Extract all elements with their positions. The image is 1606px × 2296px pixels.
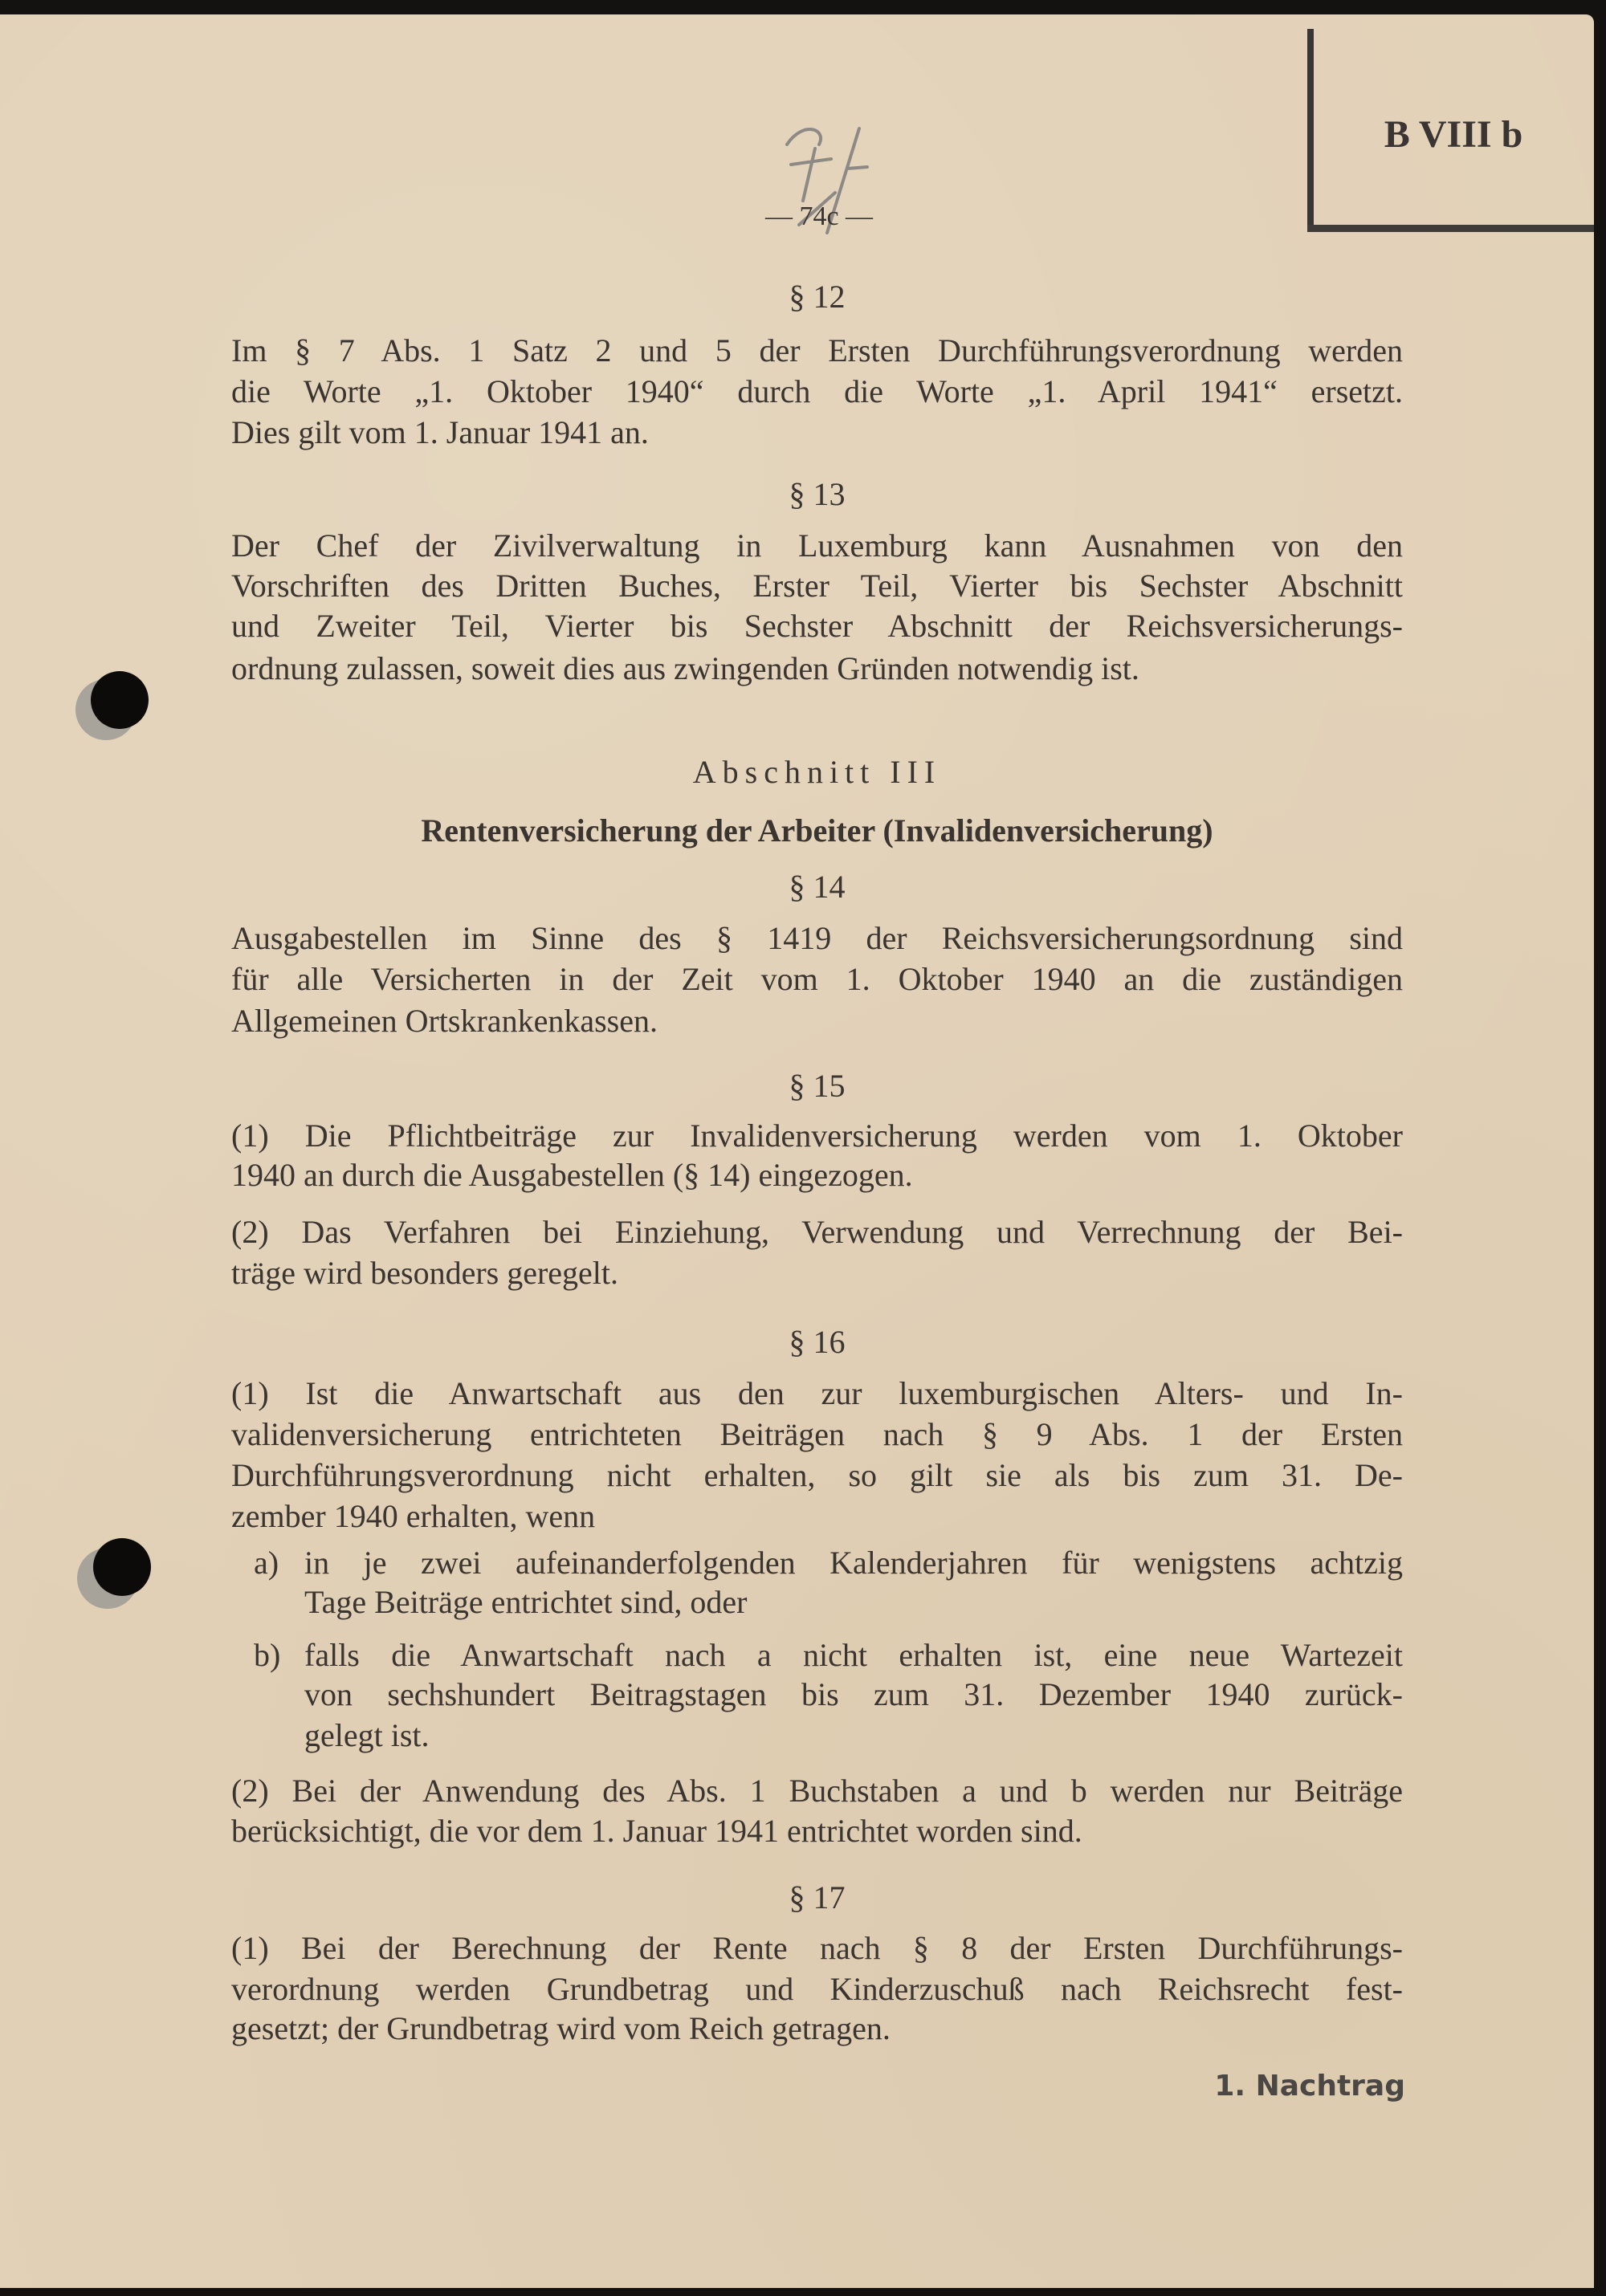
- text-line: (2) Bei der Anwendung des Abs. 1 Buchstaben a und b werden nur Beiträge: [231, 1773, 1403, 1809]
- section-17-title: § 17: [789, 1879, 846, 1915]
- text-line: zember 1940 erhalten, wenn: [231, 1498, 596, 1534]
- punch-hole-top: [91, 671, 149, 729]
- text-line: Im § 7 Abs. 1 Satz 2 und 5 der Ersten Durchführungsverordnung werden: [231, 332, 1403, 368]
- text-line: Vorschriften des Dritten Buches, Erster Teil, Vierter bis Sechster Abschnitt: [231, 568, 1403, 604]
- text-line: die Worte „1. Oktober 1940“ durch die Worte „1. April 1941“ ersetzt.: [231, 373, 1403, 409]
- register-box-vertical-rule: [1307, 29, 1314, 230]
- list-item-a-line: in je zwei aufeinanderfolgenden Kalenderjahren für wenigstens achtzig: [304, 1545, 1403, 1581]
- text-line: 1940 an durch die Ausgabestellen (§ 14) eingezogen.: [231, 1157, 913, 1193]
- text-line: verordnung werden Grundbetrag und Kinderzuschuß nach Reichsrecht fest-: [231, 1971, 1403, 2007]
- page-number: — 74c —: [764, 202, 874, 231]
- chapter-heading: Rentenversicherung der Arbeiter (Invalidenversicherung): [421, 812, 1213, 849]
- text-line: für alle Versicherten in der Zeit vom 1. Oktober 1940 an die zuständigen: [231, 961, 1403, 997]
- chapter-label: Abschnitt III: [692, 754, 942, 790]
- text-line: Der Chef der Zivilverwaltung in Luxemburg kann Ausnahmen von den: [231, 527, 1403, 564]
- text-line: Dies gilt vom 1. Januar 1941 an.: [231, 414, 649, 450]
- text-line: (1) Ist die Anwartschaft aus den zur luxemburgischen Alters- und In-: [231, 1375, 1403, 1411]
- list-label-b: b): [254, 1637, 281, 1673]
- list-item-b-line: von sechshundert Beitragstagen bis zum 31. Dezember 1940 zurück-: [304, 1676, 1403, 1712]
- list-label-a: a): [254, 1545, 279, 1581]
- section-13-title: § 13: [789, 476, 846, 512]
- text-line: validenversicherung entrichteten Beiträgen nach § 9 Abs. 1 der Ersten: [231, 1416, 1403, 1452]
- text-line: Allgemeinen Ortskrankenkassen.: [231, 1003, 658, 1039]
- list-item-b-line: gelegt ist.: [304, 1717, 430, 1753]
- supplement-label: 1. Nachtrag: [1214, 2070, 1405, 2103]
- section-15-title: § 15: [789, 1068, 846, 1104]
- list-item-b-line: falls die Anwartschaft nach a nicht erhalten ist, eine neue Wartezeit: [304, 1637, 1403, 1673]
- text-line: Durchführungsverordnung nicht erhalten, so gilt sie als bis zum 31. De-: [231, 1457, 1403, 1493]
- list-item-a-line: Tage Beiträge entrichtet sind, oder: [304, 1584, 748, 1620]
- section-12-title: § 12: [789, 279, 846, 315]
- register-box-horizontal-rule: [1307, 225, 1594, 232]
- text-line: ordnung zulassen, soweit dies aus zwingenden Gründen notwendig ist.: [231, 650, 1139, 686]
- text-line: (2) Das Verfahren bei Einziehung, Verwendung und Verrechnung der Bei-: [231, 1214, 1403, 1250]
- section-14-title: § 14: [789, 869, 846, 905]
- register-code: B VIII b: [1384, 113, 1523, 156]
- text-line: berücksichtigt, die vor dem 1. Januar 1941 entrichtet worden sind.: [231, 1813, 1082, 1849]
- punch-hole-bottom: [93, 1538, 151, 1596]
- text-line: (1) Die Pflichtbeiträge zur Invalidenversicherung werden vom 1. Oktober: [231, 1117, 1403, 1154]
- text-line: Ausgabestellen im Sinne des § 1419 der Reichsversicherungsordnung sind: [231, 920, 1403, 956]
- text-line: träge wird besonders geregelt.: [231, 1255, 619, 1291]
- text-line: und Zweiter Teil, Vierter bis Sechster Abschnitt der Reichsversicherungs-: [231, 608, 1403, 644]
- text-line: gesetzt; der Grundbetrag wird vom Reich getragen.: [231, 2010, 891, 2046]
- section-16-title: § 16: [789, 1324, 846, 1360]
- text-line: (1) Bei der Berechnung der Rente nach § 8 der Ersten Durchführungs-: [231, 1930, 1403, 1966]
